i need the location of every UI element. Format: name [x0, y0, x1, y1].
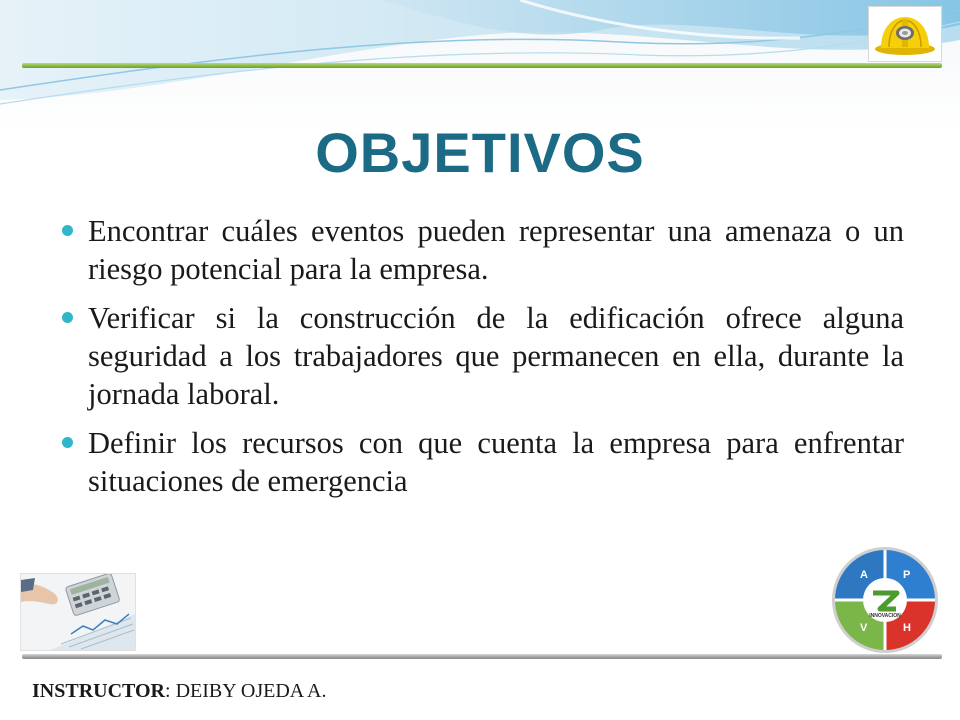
bottom-divider [22, 654, 942, 659]
phva-letter-v: V [860, 622, 868, 634]
hard-hat-icon [868, 6, 942, 62]
top-wave-decoration [0, 0, 960, 110]
list-item [62, 424, 904, 500]
phva-center-label: INNOVACION [869, 613, 901, 619]
calculator-photo [20, 573, 136, 651]
list-item-text: Encontrar cuáles eventos pueden representar una amenaza o un riesgo potencial para la empresa. [88, 214, 904, 286]
slide-title: OBJETIVOS [315, 121, 645, 184]
instructor-name: DEIBY OJEDA A. [175, 680, 327, 702]
bullet-marker-icon [62, 225, 73, 236]
bullet-marker-icon [62, 312, 73, 323]
phva-cycle-logo [830, 545, 940, 655]
list-item-text: Definir los recursos con que cuenta la empresa para enfrentar situaciones de emergencia [88, 426, 904, 498]
top-divider [22, 63, 942, 68]
list-item-text: Verificar si la construcción de la edificación ofrece alguna seguridad a los trabajadores que permanecen en ella, durante la jornada laboral. [88, 301, 904, 411]
phva-letter-a: A [860, 569, 868, 581]
instructor-label: INSTRUCTOR [32, 680, 165, 702]
objectives-list [62, 212, 904, 511]
phva-letter-h: H [903, 622, 911, 634]
phva-letter-p: P [903, 569, 911, 581]
instructor-credit [32, 680, 327, 703]
list-item [62, 299, 904, 413]
instructor-separator: : [165, 680, 176, 702]
list-item [62, 212, 904, 288]
bullet-marker-icon [62, 437, 73, 448]
